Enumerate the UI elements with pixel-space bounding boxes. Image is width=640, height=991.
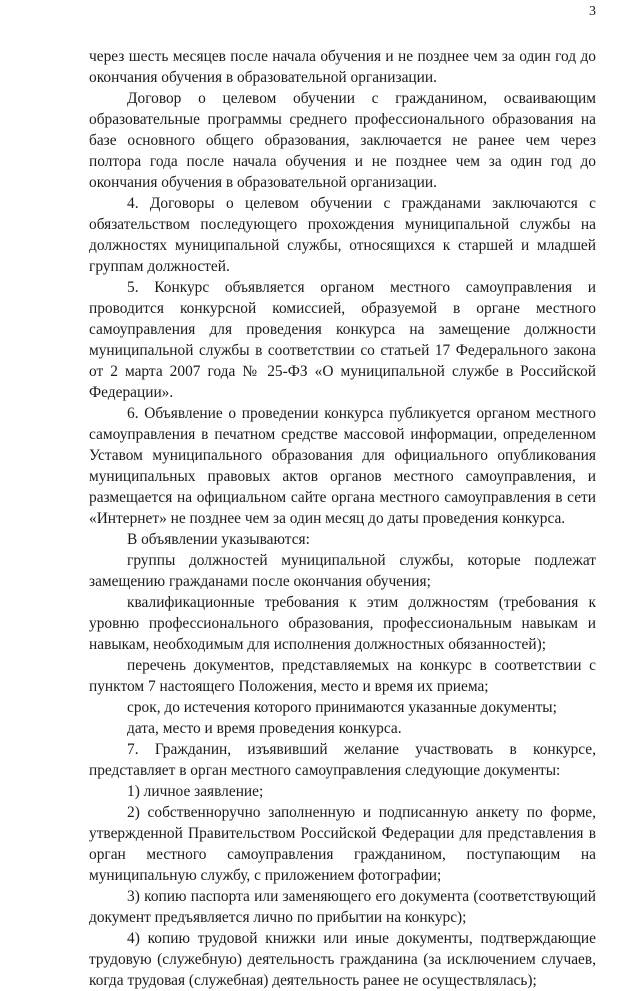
paragraph: срок, до истечения которого принимаются указанные документы; — [127, 699, 557, 716]
paragraph: дата, место и время проведения конкурса. — [127, 720, 402, 737]
paragraph: 6. Объявление о проведении конкурса публикуется органом местного самоуправления в печатном средстве массовой информации, определенном Уставом муниципального образования для официального опубликования муниципальных правовых актов органов местного самоуправления, и размещается на официальном сайте органа местного самоуправления в сети «Интернет» не позднее чем за один месяц до даты проведения конкурса. — [89, 405, 596, 527]
paragraph: перечень документов, представляемых на конкурс в соответствии с пунктом 7 настоящего Положения, место и время их приема; — [89, 657, 596, 695]
page-number: 3 — [589, 4, 596, 19]
document-body — [89, 46, 596, 991]
paragraph: 3) копию паспорта или заменяющего его документа (соответствующий документ предъявляется лично по прибытии на конкурс); — [89, 888, 596, 926]
paragraph: группы должностей муниципальной службы, которые подлежат замещению гражданами после окончания обучения; — [89, 552, 596, 590]
paragraph: Договор о целевом обучении с гражданином, осваивающим образовательные программы среднего профессионального образования на базе основного общего образования, заключается не ранее чем через полтора года после начала обучения и не позднее чем за один год до окончания обучения в образовательной организации. — [89, 90, 596, 191]
paragraph: 7. Гражданин, изъявивший желание участвовать в конкурсе, представляет в орган местного самоуправления следующие документы: — [89, 741, 596, 779]
paragraph: 1) личное заявление; — [127, 783, 264, 800]
paragraph: 4) копию трудовой книжки или иные документы, подтверждающие трудовую (служебную) деятельность гражданина (за исключением случаев, когда трудовая (служебная) деятельность ранее не осуществлялась); — [89, 930, 596, 989]
paragraph: 2) собственноручно заполненную и подписанную анкету по форме, утвержденной Правительством Российской Федерации для представления в орган местного самоуправления гражданином, поступающим на муниципальную службу, с приложением фотографии; — [89, 804, 596, 884]
paragraph: через шесть месяцев после начала обучения и не позднее чем за один год до окончания обучения в образовательной организации. — [89, 48, 596, 86]
paragraph: квалификационные требования к этим должностям (требования к уровню профессионального образования, профессиональным навыкам и навыкам, необходимым для исполнения должностных обязанностей); — [89, 594, 596, 653]
paragraph: 5. Конкурс объявляется органом местного самоуправления и проводится конкурсной комиссией, образуемой в органе местного самоуправления для проведения конкурса на замещение должности муниципальной службы в соответствии со статьей 17 Федерального закона от 2 марта 2007 года № 25-ФЗ «О муниципальной службе в Российской Федерации». — [89, 279, 596, 401]
paragraph: В объявлении указываются: — [127, 531, 310, 548]
paragraph: 4. Договоры о целевом обучении с гражданами заключаются с обязательством последующего прохождения муниципальной службы на должностях муниципальной службы, относящихся к старшей и младшей группам должностей. — [89, 195, 596, 275]
